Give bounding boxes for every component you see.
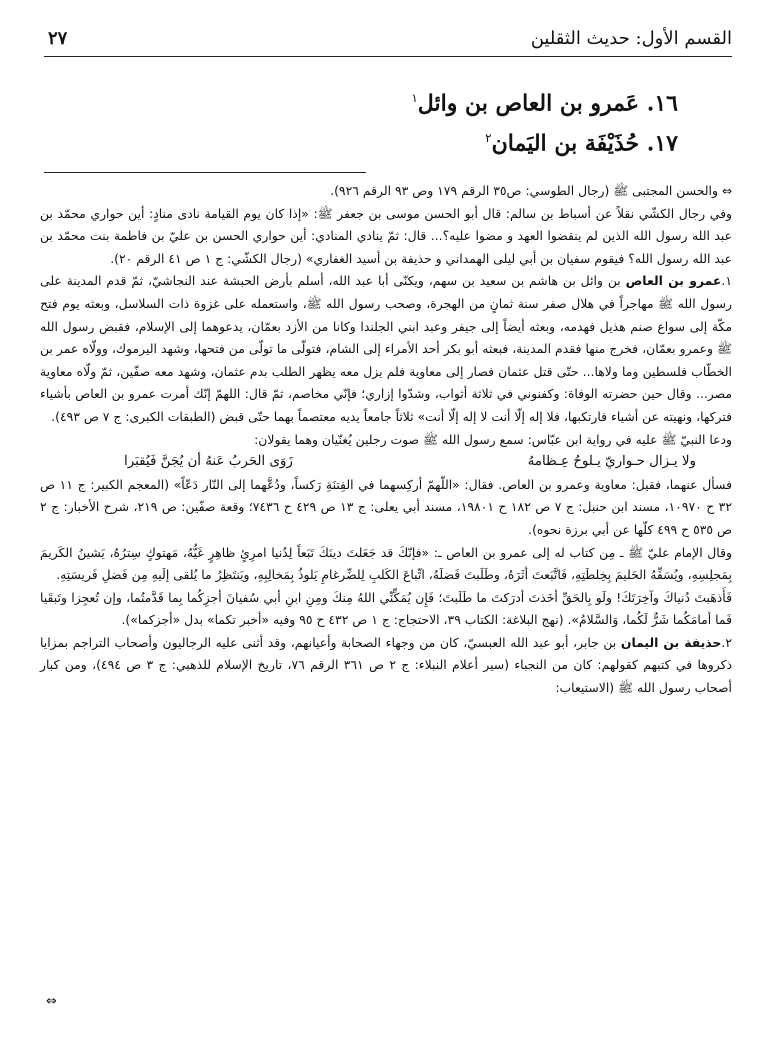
para-2: ودعا النبيّ ﷺ عليه في رواية ابن عبّاس: سمع رسول الله ﷺ صوت رجلين يُغنّيان وهما يقولان:	[254, 431, 732, 447]
verse-hemistich-right: ولا يـزال حـواريّ يـلوحُ عِـظامهُ	[527, 454, 696, 470]
footnote-2-name: حذيفة بن اليمان	[620, 634, 722, 650]
name-entry-16	[258, 78, 678, 118]
footnote-2-text: بن جابر، أبو عبد الله العبسيّ، كان من وجهاء الصحابة وأعيانهم، وقد أثنى عليه الرجاليون وأصحاب التراجم بمزايا ذكروها في كتبهم كقولهم: كان من النجباء (سير أعلام النبلاء: ج ٢ ص ٣٦١ الرقم ٧٦، تاريخ الإسلام للذهبي: ج ٣ ص ٤٩٤)، ومن كبار أصحاب رسول الله ﷺ (الاستيعاب:	[40, 634, 732, 696]
names-list	[258, 78, 678, 158]
footnote-1-number: ١.	[721, 273, 732, 289]
verse-hemistich-left: زَوَى الحَربُ عَنهُ أن يُجَنَّ فَيُقبَرا	[124, 454, 293, 470]
poem-verse	[40, 451, 732, 474]
para-3: فسأل عنهما، فقيل: معاوية وعمرو بن العاص. فقال: «اللّهمّ أركِسهما في الفِتنَةِ رَكساً، ودُعَّهما إلى النّار دَعّاً» (المعجم الكبير: ج ١١ ص ٣٢ ح ١٠٩٧٠، مسند ابن حنبل: ج ٧ ص ١٨٢ ح ١٩٨٠١، مسند أبي يعلى: ج ١٣ ص ٤٢٩ ح ٧٤٣٦؛ وقعة صفّين: ص ٢١٩، شرح الأخبار: ج ٢ ص ٥٣٥ ح ٤٩٩ كلّها عن أبي برزة نحوه).	[40, 476, 733, 537]
footnote-1	[40, 270, 732, 428]
footnote-1-name: عمرو بن العاص	[625, 273, 722, 289]
para-1: وفي رجال الكشّي نقلاً عن أسباط بن سالم: قال أبو الحسن موسى بن جعفر ﷺ: «إذا كان يوم القيامة نادى منادٍ: أين حواري محمّد بن عبد الله رسول الله الذين لم ينقضوا العهد و مضوا عليه؟... قال: ثمّ ينادي المنادي: أين حواري الحسن بن عليّ بن فاطمة بنت محمّد بن عبد الله رسول الله؟ فيقوم سفيان بن أبي ليلى الهمداني و حذيفة بن أسيد الغفاري» (رجال الكشّي: ج ١ ص ٤١ الرقم ٢٠).	[40, 205, 732, 266]
page-number: ٢٧	[48, 28, 68, 49]
footnote-continuation	[40, 180, 732, 203]
footnote-1-text: بن وائل بن هاشم بن سعيد بن سهم، ويكنّى أبا عبد الله، أسلم بأرض الحبشة عند النجاشيّ، ثمّ قدم المدينة على رسول الله ﷺ مهاجراً في هلال صفر سنة ثمانٍ من الهجرة، وصحب رسول الله ﷺ، واستعمله على غزوة ذات السلاسل، وبعثه يوم فتح مكّة إلى سواع صنم هذيل فهدمه، وبعثه أيضاً إلى جيفر وعبد ابني الجلندا وكانا من الأزد بعمّان، يدعوهما إلى الإسلام، فقبض رسول الله ﷺ وعمرو بعمّان، فخرج منها فقدم المدينة، فبعثه أبو بكر أحد الأمراء إلى الشام، فتولّى ما تولّى من فتحها، وشهد اليرموك، وولّاه عمر بن الخطّاب فلسطين وما ولاها... حتّى قتل عثمان فصار إلى معاوية فلم يزل معه يظهر الطلب بدم عثمان، وشهد معه صفّين، ثمّ ولّاه معاوية مصر... وقال حين حضرته الوفاة: وكفنوني في ثلاثة أثواب، وشدّوا إزاري؛ فإنّي مخاصم، ثمّ قال: اللهمّ إنّك أمرت عمرو بن العاص بأشياء فتركها، ونهيته عن أشياء فارتكبها، فلا إله إلّا أنت لا إله إلّا أنت» ثلاثاً جامعاً يديه معتصماً بهما حتّى قبض (الطبقات الكبرى: ج ٧ ص ٤٩٣).	[40, 273, 732, 424]
footnote-divider	[44, 172, 366, 173]
running-header	[44, 22, 732, 57]
footnotes-body	[40, 180, 732, 700]
footnote-2-number: ٢.	[721, 634, 732, 650]
para-5: فَأَذهَبتَ دُنياكَ وآخِرَتَكَ! ولَو بِالحَقِّ أخَذتَ أدرَكتَ ما طَلَبتَ؛ فَإِن يُمَكِّنِّي اللهُ مِنكَ ومِنِ ابنِ أبي سُفيانَ أجزِكُما بِما قَدَّمتُما، وإن تُعجِزا وتَبقَيا فَما أمامَكُما شَرٌّ لَكُما، وَالسَّلامُ». (نهج البلاغة: الكتاب ٣٩، الاحتجاج: ج ١ ص ٤٣٢ ح ٩٥ وفيه «أخبر تكما» بدل «أجزكما»).	[40, 589, 732, 628]
name-entry-17-text: ١٧. حُذَيْفَة بن اليَمان	[491, 130, 678, 157]
para-4: وقال الإمام عليّ ﷺ ـ مِن كتاب له إلى عمرو بن العاص ـ: «فإنّكَ قد جَعَلتَ دينَكَ تَبَعاً لِدُنيا امرِئٍ ظاهِرٍ غَيُّهُ، مَهتوكٍ سِترُهُ، يَشينُ الكَريمَ بِمَجلِسِهِ، ويُسَفِّهُ الحَليمَ بِخِلطَتِهِ، فَاتَّبَعتَ أثَرَهُ، وطَلَبتَ فَضلَهُ، اتِّباعَ الكَلبِ لِلضِّرغامِ يَلوذُ بِمَخالِبِهِ، ويَنتَظِرُ ما يُلقى إلَيهِ مِن فَضلِ فَريسَتِهِ.	[40, 544, 732, 583]
name-entry-16-text: ١٦. عَمرو بن العاص بن وائل	[417, 90, 678, 117]
footnote-2	[40, 632, 732, 700]
continuation-arrow-end-icon: ⇔	[46, 994, 57, 1009]
continuation-arrow-icon: ⇔	[721, 184, 732, 198]
footnote-ref-1: ١	[411, 91, 418, 105]
name-entry-17	[258, 118, 678, 158]
header-title: القسم الأول: حديث الثقلين	[530, 28, 732, 49]
footnote-ref-2: ٢	[485, 131, 492, 145]
para-0: والحسن المجتبى ﷺ (رجال الطوسي: ص٣٥ الرقم ١٧٩ وص ٩٣ الرقم ٩٢٦).	[330, 183, 718, 198]
